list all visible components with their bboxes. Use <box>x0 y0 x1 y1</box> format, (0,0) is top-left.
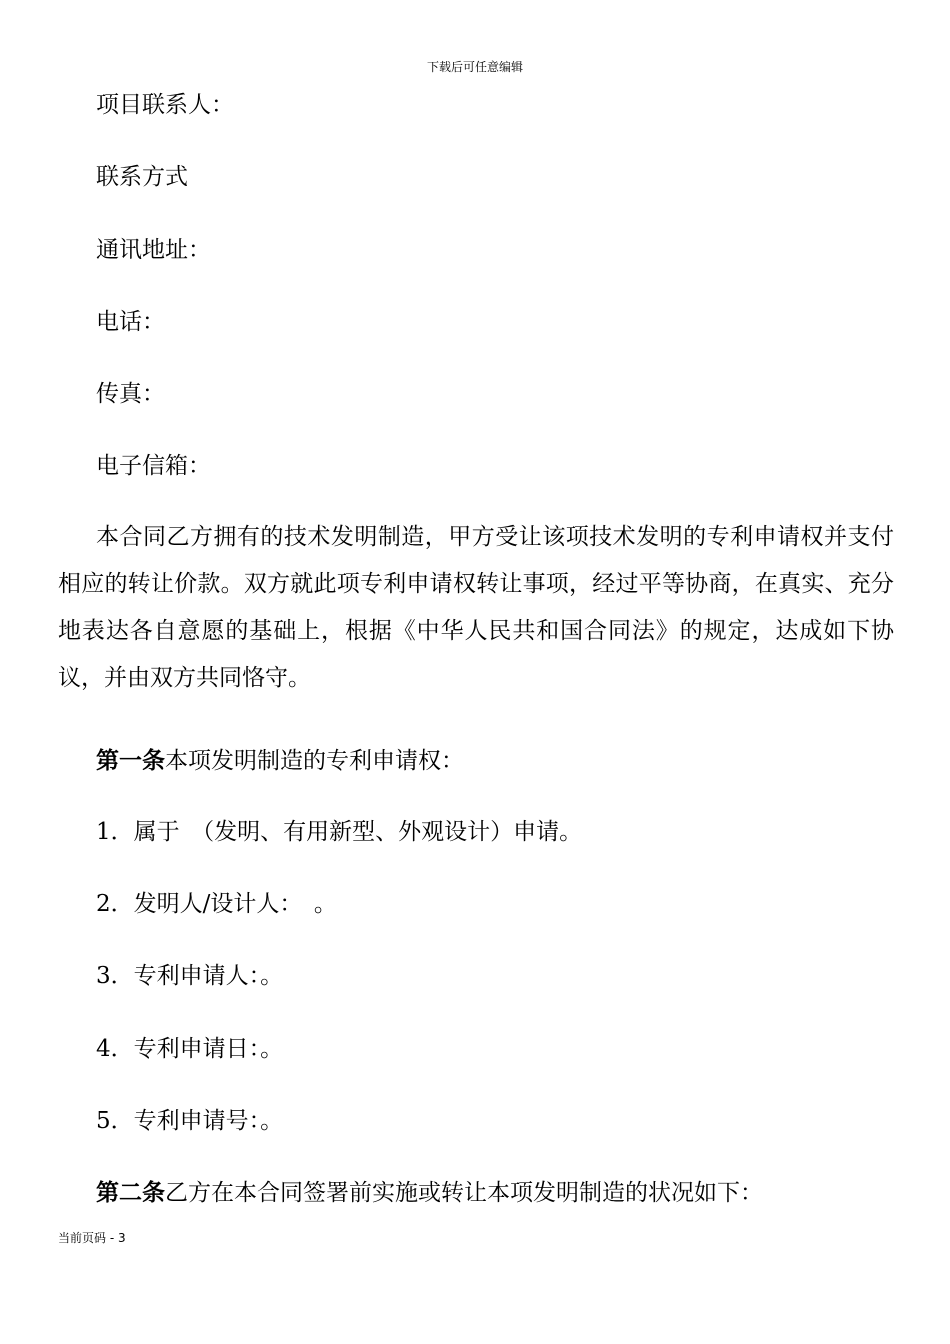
article-2-title: 第二条 <box>96 1179 165 1206</box>
article-1-title: 第一条 <box>96 747 165 774</box>
article-1-heading <box>96 746 464 776</box>
field-contact-person: 项目联系人： <box>96 92 234 118</box>
field-contact-method: 联系方式 <box>96 164 188 190</box>
article-1-item: 1．属于 （发明、有用新型、外观设计）申请。 <box>96 819 583 845</box>
field-email: 电子信箱： <box>96 453 211 479</box>
field-fax: 传真： <box>96 381 165 407</box>
article-2-text: 乙方在本合同签署前实施或转让本项发明制造的状况如下： <box>165 1180 763 1206</box>
article-2-heading <box>96 1178 763 1208</box>
article-1-text: 本项发明制造的专利申请权： <box>165 748 464 774</box>
field-phone: 电话： <box>96 309 165 335</box>
field-address: 通讯地址： <box>96 237 211 263</box>
article-1-item: 5．专利申请号：。 <box>96 1108 284 1134</box>
article-1-item: 2．发明人/设计人： 。 <box>96 891 337 917</box>
intro-paragraph: 本合同乙方拥有的技术发明制造，甲方受让该项技术发明的专利申请权并支付相应的转让价款。双方就此项专利申请权转让事项，经过平等协商，在真实、充分地表达各自意愿的基础上，根据《中华人民共和国合同法》的规定，达成如下协议，并由双方共同恪守。 <box>58 524 894 691</box>
article-1-item: 4．专利申请日：。 <box>96 1036 284 1062</box>
page-footer: 当前页码 - 3 <box>58 1231 126 1245</box>
article-1-item: 3．专利申请人：。 <box>96 963 284 989</box>
page-header: 下载后可任意编辑 <box>426 60 523 74</box>
